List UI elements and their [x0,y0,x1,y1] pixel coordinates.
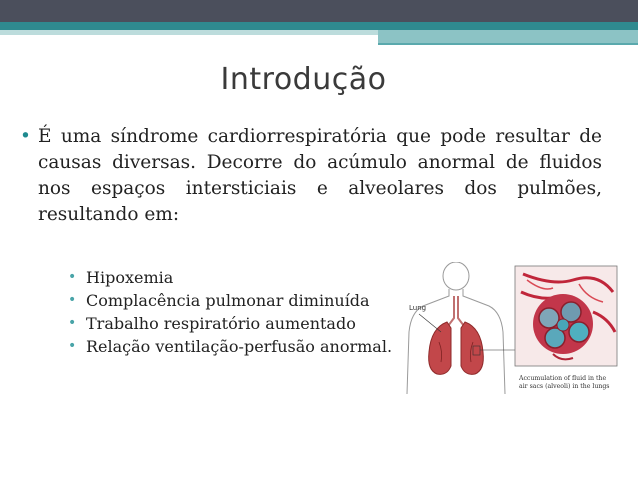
bullet-dot-icon: • [68,292,77,308]
lung-label: Lung [409,304,427,312]
illustration-caption-line2: air sacs (alveoli) in the lungs [519,383,610,390]
header-band-extension-line [378,43,638,45]
slide-title: Introdução [220,62,387,97]
sub-bullet-list [66,266,426,358]
lung-illustration [403,262,619,394]
list-item [66,266,426,289]
list-item [66,312,426,335]
body-outline [407,262,505,394]
list-item [66,289,426,312]
alveoli-inset [515,266,617,366]
list-item [66,335,426,358]
list-item-label: Trabalho respiratório aumentado [86,314,356,333]
bullet-dot-icon: • [68,315,77,331]
bullet-dot-icon: • [68,269,77,285]
lung-pointer-line [419,314,441,332]
header-band-extension [378,30,638,43]
list-item-label: Hipoxemia [86,268,174,287]
trachea [448,296,464,326]
list-item-label: Complacência pulmonar diminuída [86,291,370,310]
main-bullet [20,124,602,228]
header-band-teal [0,22,638,30]
illustration-caption-line1: Accumulation of fluid in the [519,375,607,382]
header-band-dark [0,0,638,22]
lungs [429,322,484,374]
list-item-label: Relação ventilação-perfusão anormal. [86,337,393,356]
bullet-dot-icon: • [68,338,77,354]
bullet-dot-icon: • [20,126,31,147]
main-bullet-text: É uma síndrome cardiorrespiratória que pode resultar de causas diversas. Decorre do acúmulo anormal de fluidos nos espaços intersticiais e alveolares dos pulmões, resultando em: [38,126,602,225]
